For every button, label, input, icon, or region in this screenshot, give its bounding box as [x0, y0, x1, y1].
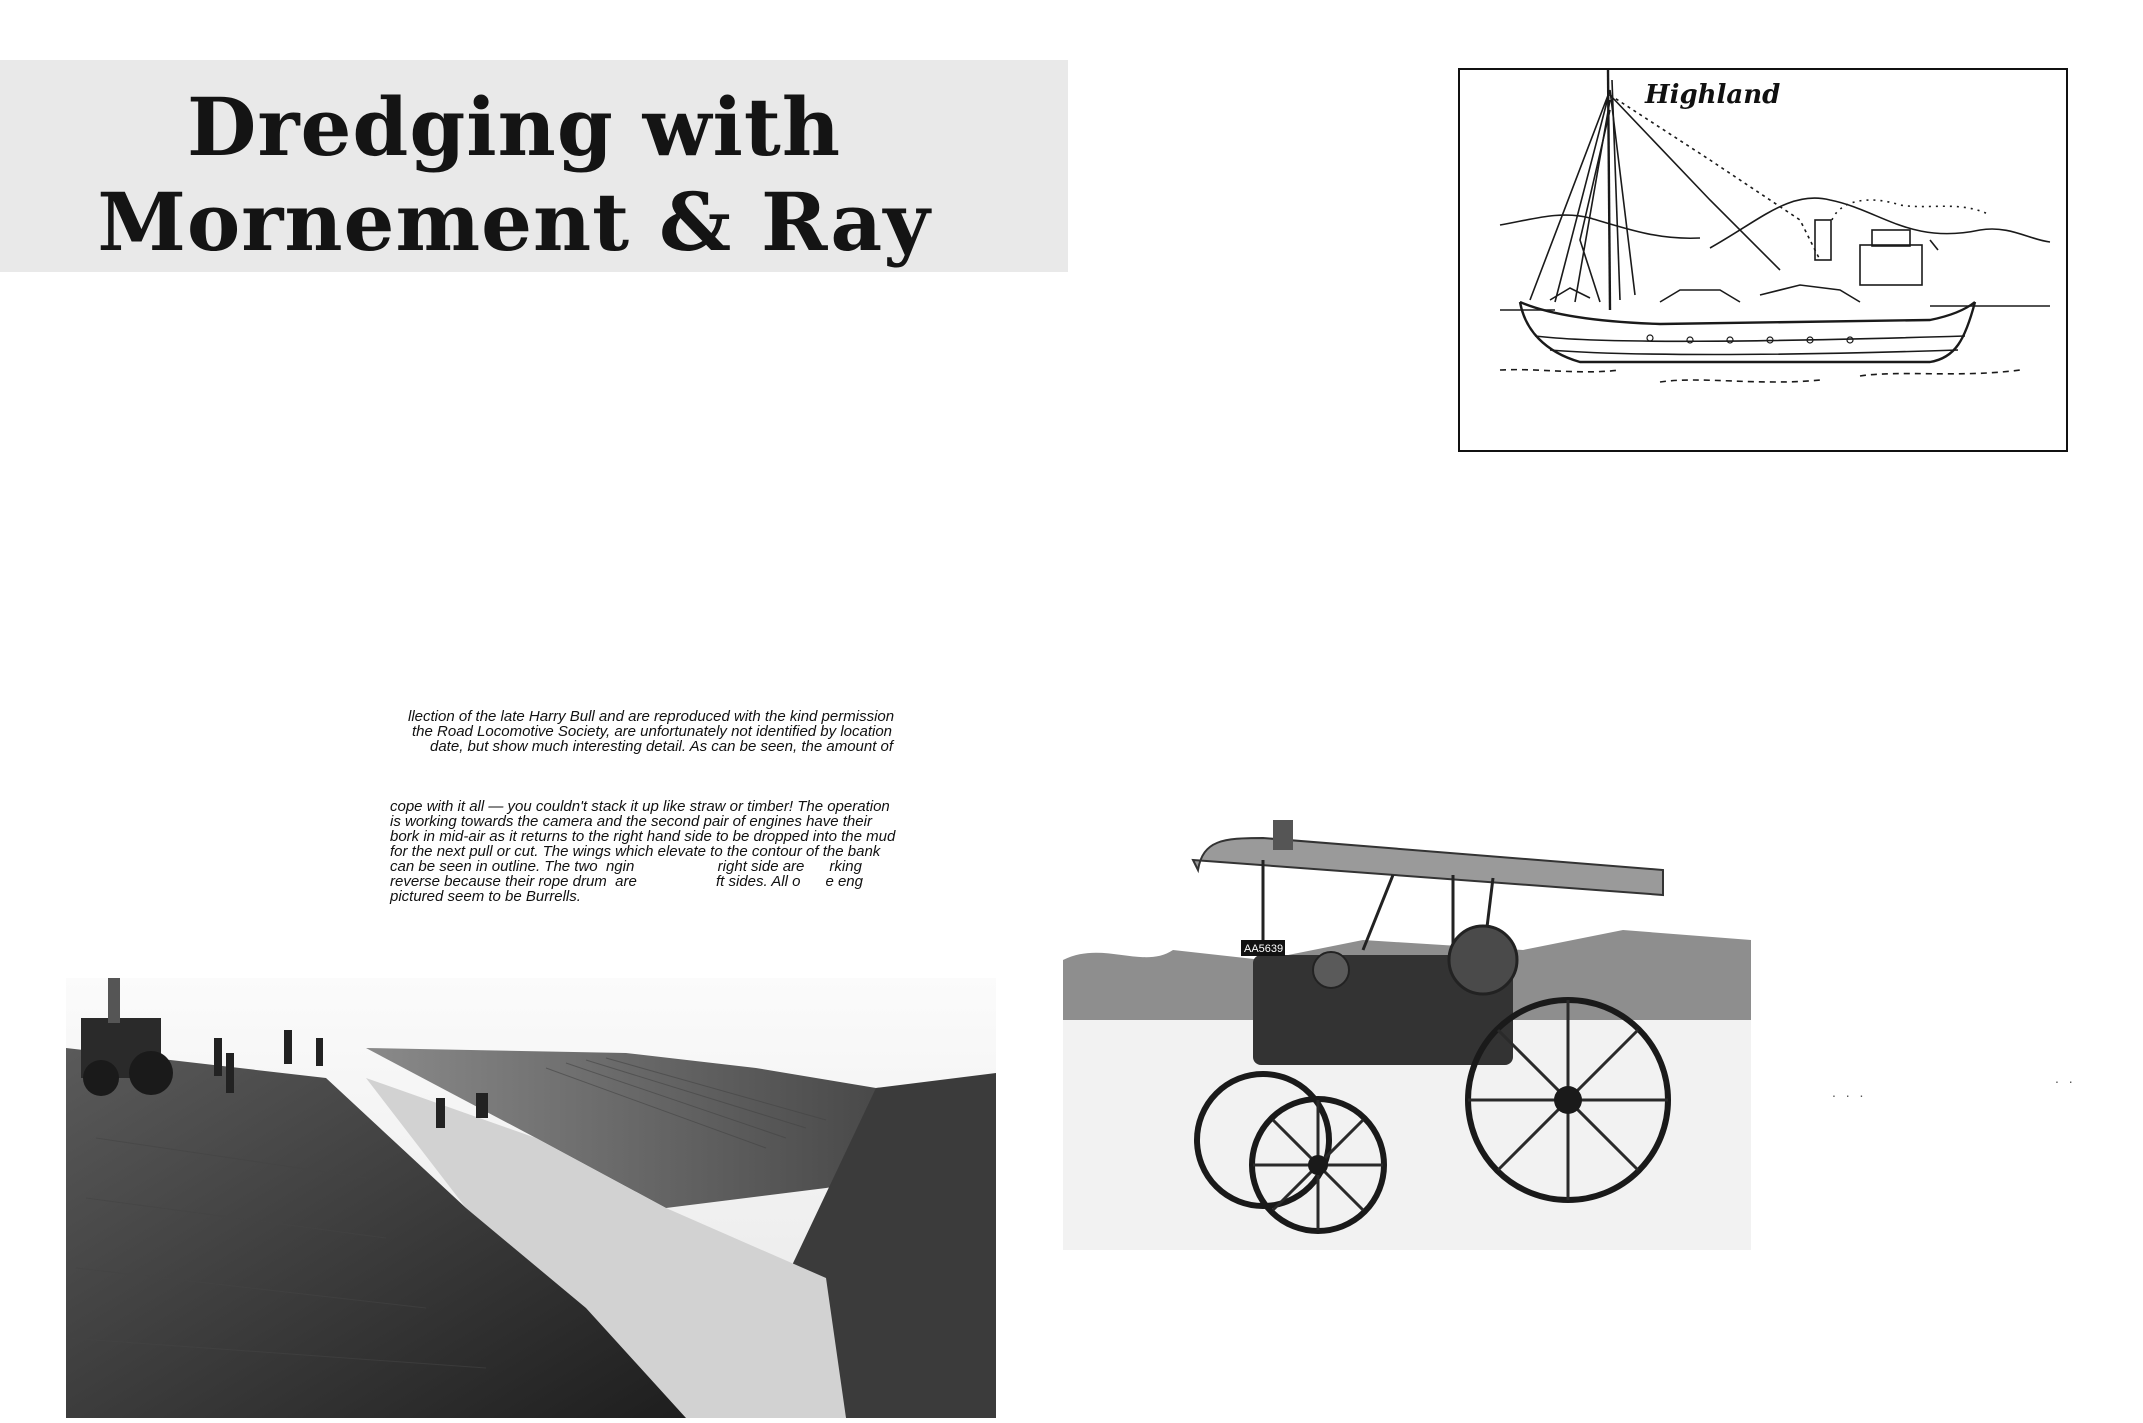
ship-name-label: Highland: [1645, 80, 1781, 110]
traction-engine-scene: [1063, 820, 1751, 1250]
caption-line: cope with it all — you couldn't stack it up like straw or timber! The operation: [390, 798, 890, 815]
title-banner: [0, 60, 1068, 272]
traction-engine-photo: [1063, 820, 1751, 1250]
stray-marks: . . .: [1832, 1084, 1867, 1100]
caption-line: date, but show much interesting detail. As can be seen, the amount of: [430, 738, 894, 755]
caption-line: is working towards the camera and the second pair of engines have their: [390, 813, 872, 830]
caption-line: the Road Locomotive Society, are unfortunately not identified by location: [412, 723, 893, 740]
ship-drawing: [1460, 70, 2066, 450]
caption-line: bork in mid-air as it returns to the right hand side to be dropped into the mud: [390, 828, 896, 845]
caption-line: pictured seem to be Burrells.: [390, 888, 581, 905]
caption-line: can be seen in outline. The two ngin right side are rking: [390, 858, 862, 875]
dredging-scene: [66, 978, 996, 1418]
dredging-photo: [66, 978, 996, 1418]
caption-main: [390, 799, 895, 904]
engine-plate: AA5639: [1244, 943, 1284, 955]
page-title-line-2: Mornement & Ray: [97, 175, 931, 269]
stray-marks: . .: [2055, 1070, 2076, 1086]
caption-line: llection of the late Harry Bull and are reproduced with the kind permission: [408, 708, 895, 725]
page-title-line-1: Dredging with: [186, 80, 841, 174]
caption-line: for the next pull or cut. The wings which elevate to the contour of the bank: [390, 843, 881, 860]
caption-top: [408, 709, 894, 754]
caption-line: reverse because their rope drum are ft sides. All o e eng: [390, 873, 863, 890]
ship-illustration: [1458, 68, 2068, 452]
